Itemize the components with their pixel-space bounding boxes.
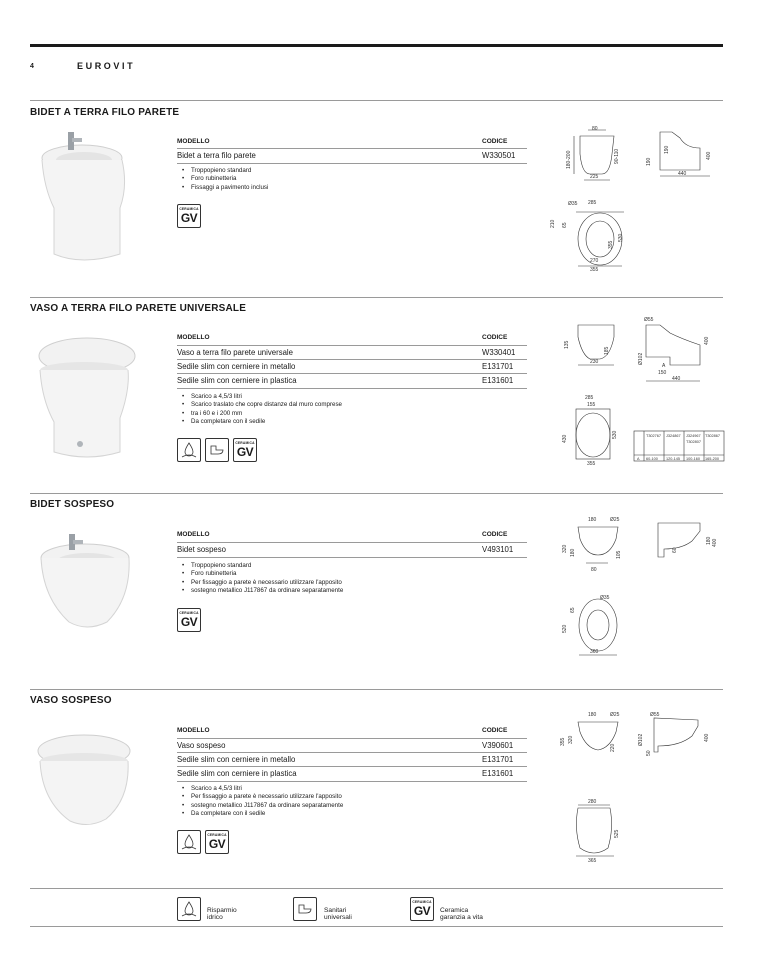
svg-text:180: 180 — [706, 536, 712, 545]
gv-badge-icon: CERAMICA GV — [177, 608, 201, 632]
section-divider — [30, 493, 723, 494]
code-header: CODICE — [482, 727, 508, 734]
row-code: W330501 — [482, 151, 516, 160]
svg-text:J324967: J324967 — [686, 434, 701, 438]
svg-text:80: 80 — [591, 567, 597, 573]
legend-label: Sanitari universali — [324, 907, 352, 922]
universal-toilet-icon — [205, 438, 229, 462]
svg-text:280: 280 — [588, 799, 597, 805]
svg-text:155: 155 — [587, 402, 596, 408]
svg-text:A: A — [637, 457, 640, 461]
svg-text:355: 355 — [587, 461, 596, 467]
feature-list — [182, 562, 343, 596]
svg-text:320: 320 — [562, 544, 568, 553]
section-title: BIDET SOSPESO — [30, 499, 115, 510]
water-saving-icon — [177, 897, 201, 921]
model-header: MODELLO — [177, 138, 210, 145]
svg-text:Ø25: Ø25 — [610, 712, 620, 718]
technical-drawing — [550, 124, 730, 274]
technical-drawing — [560, 513, 730, 663]
gv-badge-icon: CERAMICA GV — [410, 897, 434, 921]
svg-text:400: 400 — [712, 538, 718, 547]
svg-text:T302867: T302867 — [705, 434, 720, 438]
feature-item: • Per fissaggio a parete è necessario utilizzare l'apposito — [182, 579, 343, 587]
svg-text:120-145: 120-145 — [666, 457, 680, 461]
svg-text:60-100: 60-100 — [646, 457, 658, 461]
feature-list — [182, 167, 268, 192]
feature-item: • Troppopieno standard — [182, 167, 268, 175]
feature-item: • sostegno metallico J117867 da ordinare separatamente — [182, 802, 343, 810]
legend-label: Ceramica garanzia a vita — [440, 907, 483, 922]
feature-item: • Troppopieno standard — [182, 562, 343, 570]
svg-text:180: 180 — [570, 548, 576, 557]
feature-item: • Fissaggi a pavimento inclusi — [182, 184, 268, 192]
svg-text:360: 360 — [590, 649, 599, 655]
svg-text:Ø102: Ø102 — [638, 352, 644, 365]
feature-item: • Da completare con il sedile — [182, 418, 342, 426]
header-rule — [30, 44, 723, 47]
gv-badge-icon: CERAMICA GV — [233, 438, 257, 462]
page-number: 4 — [30, 63, 34, 70]
svg-text:150: 150 — [658, 370, 667, 376]
svg-text:430: 430 — [562, 434, 568, 443]
svg-text:220: 220 — [610, 743, 616, 752]
brand-name: EUROVIT — [77, 61, 136, 71]
table-row: Vaso a terra filo parete universale W330401 — [177, 345, 527, 360]
svg-text:Ø35: Ø35 — [568, 201, 578, 207]
technical-drawing — [558, 708, 730, 868]
svg-text:520: 520 — [562, 624, 568, 633]
feature-item: • Da completare con il sedile — [182, 810, 343, 818]
table-row: Vaso sospeso V390601 — [177, 738, 527, 753]
svg-text:T302767: T302767 — [646, 434, 661, 438]
svg-text:355: 355 — [608, 240, 614, 249]
svg-text:320: 320 — [568, 735, 574, 744]
technical-drawing — [560, 315, 730, 470]
svg-text:65: 65 — [562, 222, 568, 228]
svg-text:400: 400 — [706, 151, 712, 160]
svg-text:525: 525 — [614, 829, 620, 838]
table-row: Bidet sospeso V493101 — [177, 542, 527, 558]
svg-text:65: 65 — [570, 607, 576, 613]
svg-text:530: 530 — [612, 430, 618, 439]
svg-text:530: 530 — [618, 233, 624, 242]
code-header: CODICE — [482, 334, 508, 341]
svg-text:Ø55: Ø55 — [644, 317, 654, 323]
feature-item: • Foro rubinetteria — [182, 175, 268, 183]
water-saving-icon — [177, 438, 201, 462]
section-title: VASO SOSPESO — [30, 695, 112, 706]
svg-text:440: 440 — [672, 376, 681, 382]
svg-text:355: 355 — [590, 267, 599, 273]
svg-text:T302807: T302807 — [686, 440, 701, 444]
code-header: CODICE — [482, 138, 508, 145]
svg-text:355: 355 — [560, 737, 566, 746]
svg-text:400: 400 — [704, 336, 710, 345]
svg-text:Ø25: Ø25 — [610, 517, 620, 523]
feature-item: • sostegno metallico J117867 da ordinare separatamente — [182, 587, 343, 595]
gv-badge-icon: CERAMICA GV — [177, 204, 201, 228]
svg-text:180: 180 — [588, 712, 597, 718]
feature-list — [182, 785, 343, 819]
svg-text:60: 60 — [672, 547, 678, 553]
section-divider — [30, 689, 723, 690]
svg-text:185: 185 — [604, 346, 610, 355]
table-row: Sedile slim con cerniere in plastica E131601 — [177, 766, 527, 782]
svg-text:365: 365 — [588, 858, 597, 864]
svg-text:80: 80 — [592, 126, 598, 132]
code-header: CODICE — [482, 531, 508, 538]
table-row — [177, 148, 527, 164]
svg-text:105: 105 — [616, 550, 622, 559]
svg-text:135: 135 — [564, 340, 570, 349]
svg-text:285: 285 — [585, 395, 594, 401]
product-image-floor-wc — [32, 330, 137, 460]
svg-text:Ø35: Ø35 — [600, 595, 610, 601]
model-header: MODELLO — [177, 531, 210, 538]
section-title: BIDET A TERRA FILO PARETE — [30, 107, 180, 118]
legend-label: Risparmio idrico — [207, 907, 237, 922]
svg-text:210: 210 — [550, 219, 556, 228]
section-divider — [30, 297, 723, 298]
svg-text:225: 225 — [590, 174, 599, 180]
feature-item: • tra i 60 e i 200 mm — [182, 410, 342, 418]
gv-badge-icon: CERAMICA GV — [205, 830, 229, 854]
feature-item: • Per fissaggio a parete è necessario utilizzare l'apposito — [182, 793, 343, 801]
svg-text:270: 270 — [590, 258, 599, 264]
footer-divider — [30, 888, 723, 889]
product-image-wall-bidet — [35, 528, 135, 648]
svg-text:J324867: J324867 — [666, 434, 681, 438]
feature-item: • Foro rubinetteria — [182, 570, 343, 578]
svg-text:230: 230 — [590, 359, 599, 365]
svg-text:190: 190 — [646, 157, 652, 166]
svg-text:50: 50 — [646, 750, 652, 756]
feature-item: • Scarico traslato che copre distanze dal muro comprese — [182, 401, 342, 409]
svg-text:100-160: 100-160 — [686, 457, 700, 461]
svg-text:180-200: 180-200 — [566, 150, 572, 169]
svg-text:Ø55: Ø55 — [650, 712, 660, 718]
model-header: MODELLO — [177, 727, 210, 734]
svg-text:400: 400 — [704, 733, 710, 742]
svg-text:180: 180 — [588, 517, 597, 523]
product-image-wall-wc — [32, 725, 137, 835]
svg-text:90-110: 90-110 — [614, 148, 620, 164]
universal-toilet-icon — [293, 897, 317, 921]
svg-text:440: 440 — [678, 171, 687, 177]
svg-text:285: 285 — [588, 200, 597, 206]
svg-text:A: A — [662, 363, 666, 369]
water-saving-icon — [177, 830, 201, 854]
product-image-floor-bidet — [32, 128, 132, 268]
svg-text:190: 190 — [664, 145, 670, 154]
table-row: Sedile slim con cerniere in metallo E131701 — [177, 752, 527, 767]
table-row: Sedile slim con cerniere in plastica E131601 — [177, 373, 527, 389]
section-title: VASO A TERRA FILO PARETE UNIVERSALE — [30, 303, 247, 314]
feature-list — [182, 393, 342, 427]
svg-text:Ø102: Ø102 — [638, 733, 644, 746]
footer-divider — [30, 926, 723, 927]
table-row: Sedile slim con cerniere in metallo E131701 — [177, 359, 527, 374]
svg-text:165-200: 165-200 — [705, 457, 719, 461]
feature-item: • Scarico a 4,5/3 litri — [182, 393, 342, 401]
model-header: MODELLO — [177, 334, 210, 341]
section-divider — [30, 100, 723, 101]
feature-item: • Scarico a 4,5/3 litri — [182, 785, 343, 793]
row-model: Bidet a terra filo parete — [177, 151, 256, 160]
